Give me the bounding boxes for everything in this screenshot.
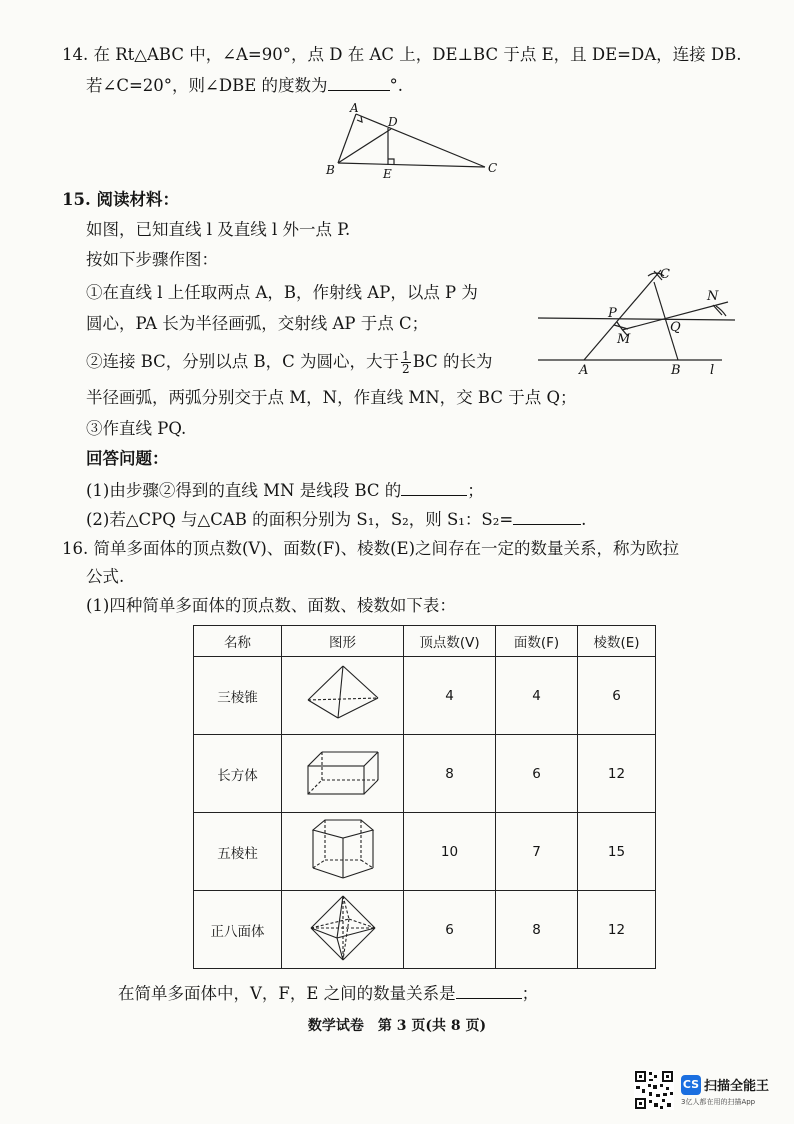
q15-label-l: l (710, 363, 715, 378)
q15-sub1-end: ； (467, 481, 484, 500)
q14-label-a: A (350, 101, 359, 115)
q14-line2-text: 若∠C=20°，则∠DBE 的度数为 (86, 76, 328, 95)
header-shape: 图形 (282, 626, 404, 657)
q15-sub2-text: (2)若△CPQ 与△CAB 的面积分别为 S₁，S₂，则 S₁：S₂= (86, 510, 514, 529)
logo-name: 扫描全能王 (704, 1079, 770, 1094)
q15-sub1-blank (401, 479, 467, 496)
q15-line1: 如图，已知直线 l 及直线 l 外一点 P. (86, 220, 351, 239)
fraction-one-half (401, 350, 411, 375)
row-faces: 6 (496, 735, 578, 813)
q15-title: 15. 阅读材料： (62, 190, 179, 209)
q15-sub2 (86, 508, 586, 531)
row-shape (282, 657, 404, 735)
q15-sub1 (86, 479, 484, 502)
triangular-pyramid-icon (298, 662, 388, 726)
q15-label-m: M (617, 332, 631, 347)
q15-label-n: N (707, 289, 719, 304)
q15-answer-heading: 回答问题： (86, 449, 169, 468)
cuboid-icon (298, 742, 388, 802)
row-faces: 7 (496, 813, 578, 891)
q14-line2 (86, 74, 403, 97)
row-faces: 4 (496, 657, 578, 735)
q15-step2-end: BC 的长为 (412, 352, 493, 371)
row-shape (282, 735, 404, 813)
q15-label-p: P (608, 306, 617, 321)
table-row (194, 891, 656, 969)
row-name: 正八面体 (194, 891, 282, 969)
q15-sub2-end: . (581, 510, 587, 529)
page-footer: 数学试卷 第 3 页(共 8 页) (307, 1018, 487, 1034)
q15-sub1-text: (1)由步骤②得到的直线 MN 是线段 BC 的 (86, 481, 402, 500)
header-faces: 面数(F) (496, 626, 578, 657)
q15-step2-text: ②连接 BC，分别以点 B，C 为圆心，大于 (86, 352, 400, 371)
fraction-numerator: 1 (402, 349, 410, 363)
q16-relation-end: ； (521, 984, 539, 1003)
q14-line2-end: °. (389, 76, 403, 95)
qr-code-icon (634, 1070, 674, 1110)
header-vertices: 顶点数(V) (404, 626, 496, 657)
q15-step1-cont: 圆心，PA 长为半径画弧，交射线 AP 于点 C； (86, 314, 429, 333)
q14-answer-blank (328, 74, 390, 91)
polyhedron-table (193, 625, 656, 969)
fraction-denominator: 2 (402, 362, 410, 376)
q16-line1: 16. 简单多面体的顶点数(V)、面数(F)、棱数(E)之间存在一定的数量关系，称为欧拉 (62, 539, 680, 558)
table-header-row (194, 626, 656, 657)
row-vertices: 10 (404, 813, 496, 891)
row-name: 长方体 (194, 735, 282, 813)
row-vertices: 8 (404, 735, 496, 813)
row-faces: 8 (496, 891, 578, 969)
q15-step3: ③作直线 PQ. (86, 419, 187, 438)
q16-relation-blank (456, 982, 522, 999)
q15-sub2-blank (513, 508, 581, 525)
q15-label-a: A (579, 363, 589, 378)
cs-logo-icon: CS (681, 1075, 701, 1095)
q15-line2: 按如下步骤作图： (86, 250, 218, 269)
row-edges: 6 (578, 657, 656, 735)
q15-step2 (86, 350, 493, 375)
row-vertices: 4 (404, 657, 496, 735)
q15-construction-figure (530, 262, 745, 382)
q15-step1: ①在直线 l 上任取两点 A，B，作射线 AP，以点 P 为 (86, 283, 478, 302)
q15-label-c: C (660, 267, 670, 282)
header-name: 名称 (194, 626, 282, 657)
q14-triangle-figure (320, 100, 510, 180)
pentagonal-prism-icon (303, 814, 383, 886)
q14-label-b: B (326, 163, 335, 177)
q14-label-d: D (388, 115, 398, 129)
row-edges: 12 (578, 891, 656, 969)
logo-tagline: 3亿人都在用的扫描App (681, 1097, 756, 1106)
row-name: 三棱锥 (194, 657, 282, 735)
table-row (194, 657, 656, 735)
q15-label-b: B (671, 363, 681, 378)
row-name: 五棱柱 (194, 813, 282, 891)
table-row (194, 735, 656, 813)
row-shape (282, 813, 404, 891)
q14-label-c: C (488, 161, 498, 175)
q16-relation-line (118, 982, 538, 1005)
q16-line2: 公式. (86, 567, 125, 586)
q15-label-q: Q (670, 320, 681, 335)
q15-step2-cont: 半径画弧，两弧分别交于点 M，N，作直线 MN，交 BC 于点 Q； (86, 388, 577, 407)
q16-relation-text: 在简单多面体中，V，F，E 之间的数量关系是 (118, 984, 456, 1003)
octahedron-icon (303, 892, 383, 964)
q14-line1: 14. 在 Rt△ABC 中，∠A=90°，点 D 在 AC 上，DE⊥BC 于点 E，且 DE=DA，连接 DB. (62, 45, 742, 64)
q16-line3: (1)四种简单多面体的顶点数、面数、棱数如下表： (86, 596, 456, 615)
header-edges: 棱数(E) (578, 626, 656, 657)
table-row (194, 813, 656, 891)
row-edges: 12 (578, 735, 656, 813)
row-edges: 15 (578, 813, 656, 891)
row-vertices: 6 (404, 891, 496, 969)
row-shape (282, 891, 404, 969)
scanner-logo (681, 1074, 769, 1107)
q14-label-e: E (383, 167, 392, 180)
